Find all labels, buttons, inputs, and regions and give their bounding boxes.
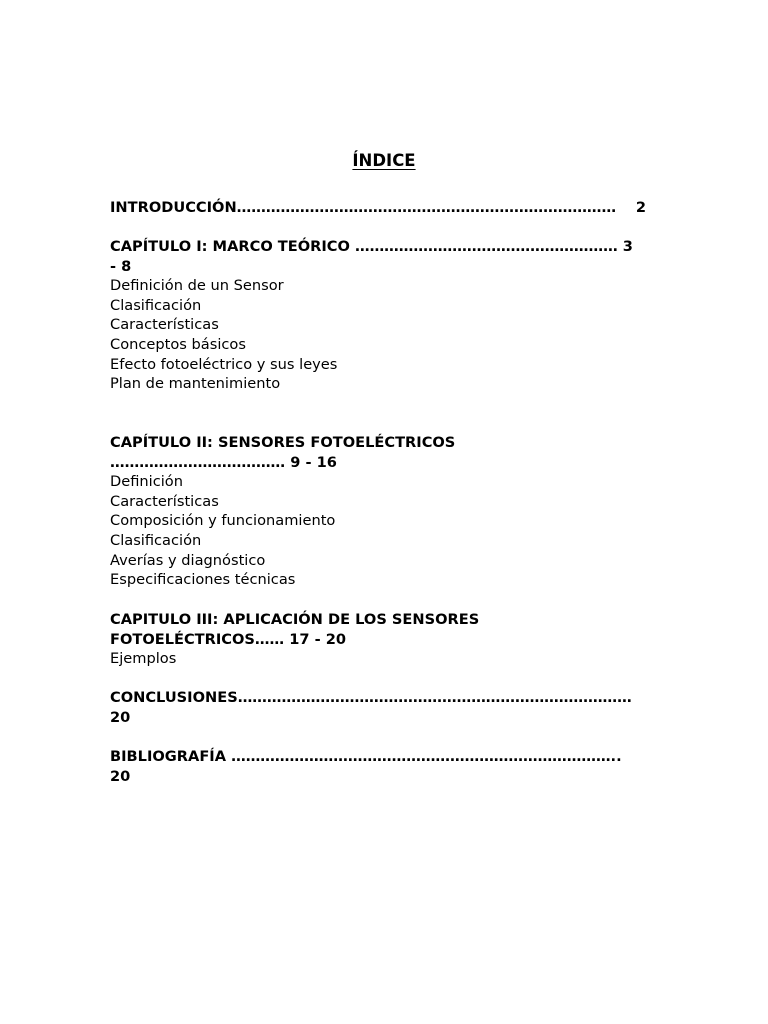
toc-subitem: Averías y diagnóstico: [110, 551, 266, 569]
toc-entry-capitulo-2: [110, 433, 670, 590]
toc-conclusiones-text: CONCLUSIONES………………………………………………………………………: [110, 689, 632, 706]
toc-bibliografia-text: BIBLIOGRAFÍA ……………………………………………………………………..: [110, 748, 622, 765]
toc-entry-capitulo-3: [110, 610, 670, 669]
toc-chapter-2-pages: ……………………………… 9 - 16: [110, 453, 337, 471]
toc-subitem: Clasificación: [110, 531, 202, 549]
toc-chapter-3-heading: CAPITULO III: APLICACIÓN DE LOS SENSORES: [110, 611, 480, 628]
toc-entry-introduccion-text: INTRODUCCIÓN……………………………………………………………………: [110, 199, 617, 216]
toc-entry-capitulo-1: [110, 237, 670, 394]
toc-subitem: Ejemplos: [110, 650, 177, 668]
toc-chapter-3-pages: FOTOELÉCTRICOS…… 17 - 20: [110, 630, 347, 648]
toc-subitem: Características: [110, 316, 219, 334]
toc-subitem: Composición y funcionamiento: [110, 512, 336, 530]
toc-subitem: Definición de un Sensor: [110, 277, 284, 295]
toc-subitem: Características: [110, 492, 219, 510]
toc-entry-bibliografia: [110, 747, 670, 786]
toc-subitem: Conceptos básicos: [110, 335, 246, 353]
toc-conclusiones-page: 20: [110, 708, 131, 726]
toc-entry-conclusiones: [110, 688, 670, 727]
document-title: ÍNDICE: [352, 151, 416, 170]
toc-chapter-2-heading: CAPÍTULO II: SENSORES FOTOELÉCTRICOS: [110, 434, 456, 451]
toc-entry-introduccion: [110, 198, 670, 218]
toc-subitem: Clasificación: [110, 296, 202, 314]
toc-chapter-1-heading: CAPÍTULO I: MARCO TEÓRICO ……………………………………………… 3: [110, 238, 633, 255]
toc-subitem: Plan de mantenimiento: [110, 375, 281, 393]
toc-subitem: Definición: [110, 473, 183, 491]
toc-chapter-1-pages: - 8: [110, 257, 132, 275]
toc-entry-introduccion-page: 2: [635, 199, 646, 216]
toc-subitem: Especificaciones técnicas: [110, 571, 296, 589]
toc-subitem: Efecto fotoeléctrico y sus leyes: [110, 355, 338, 373]
toc-bibliografia-page: 20: [110, 767, 131, 785]
